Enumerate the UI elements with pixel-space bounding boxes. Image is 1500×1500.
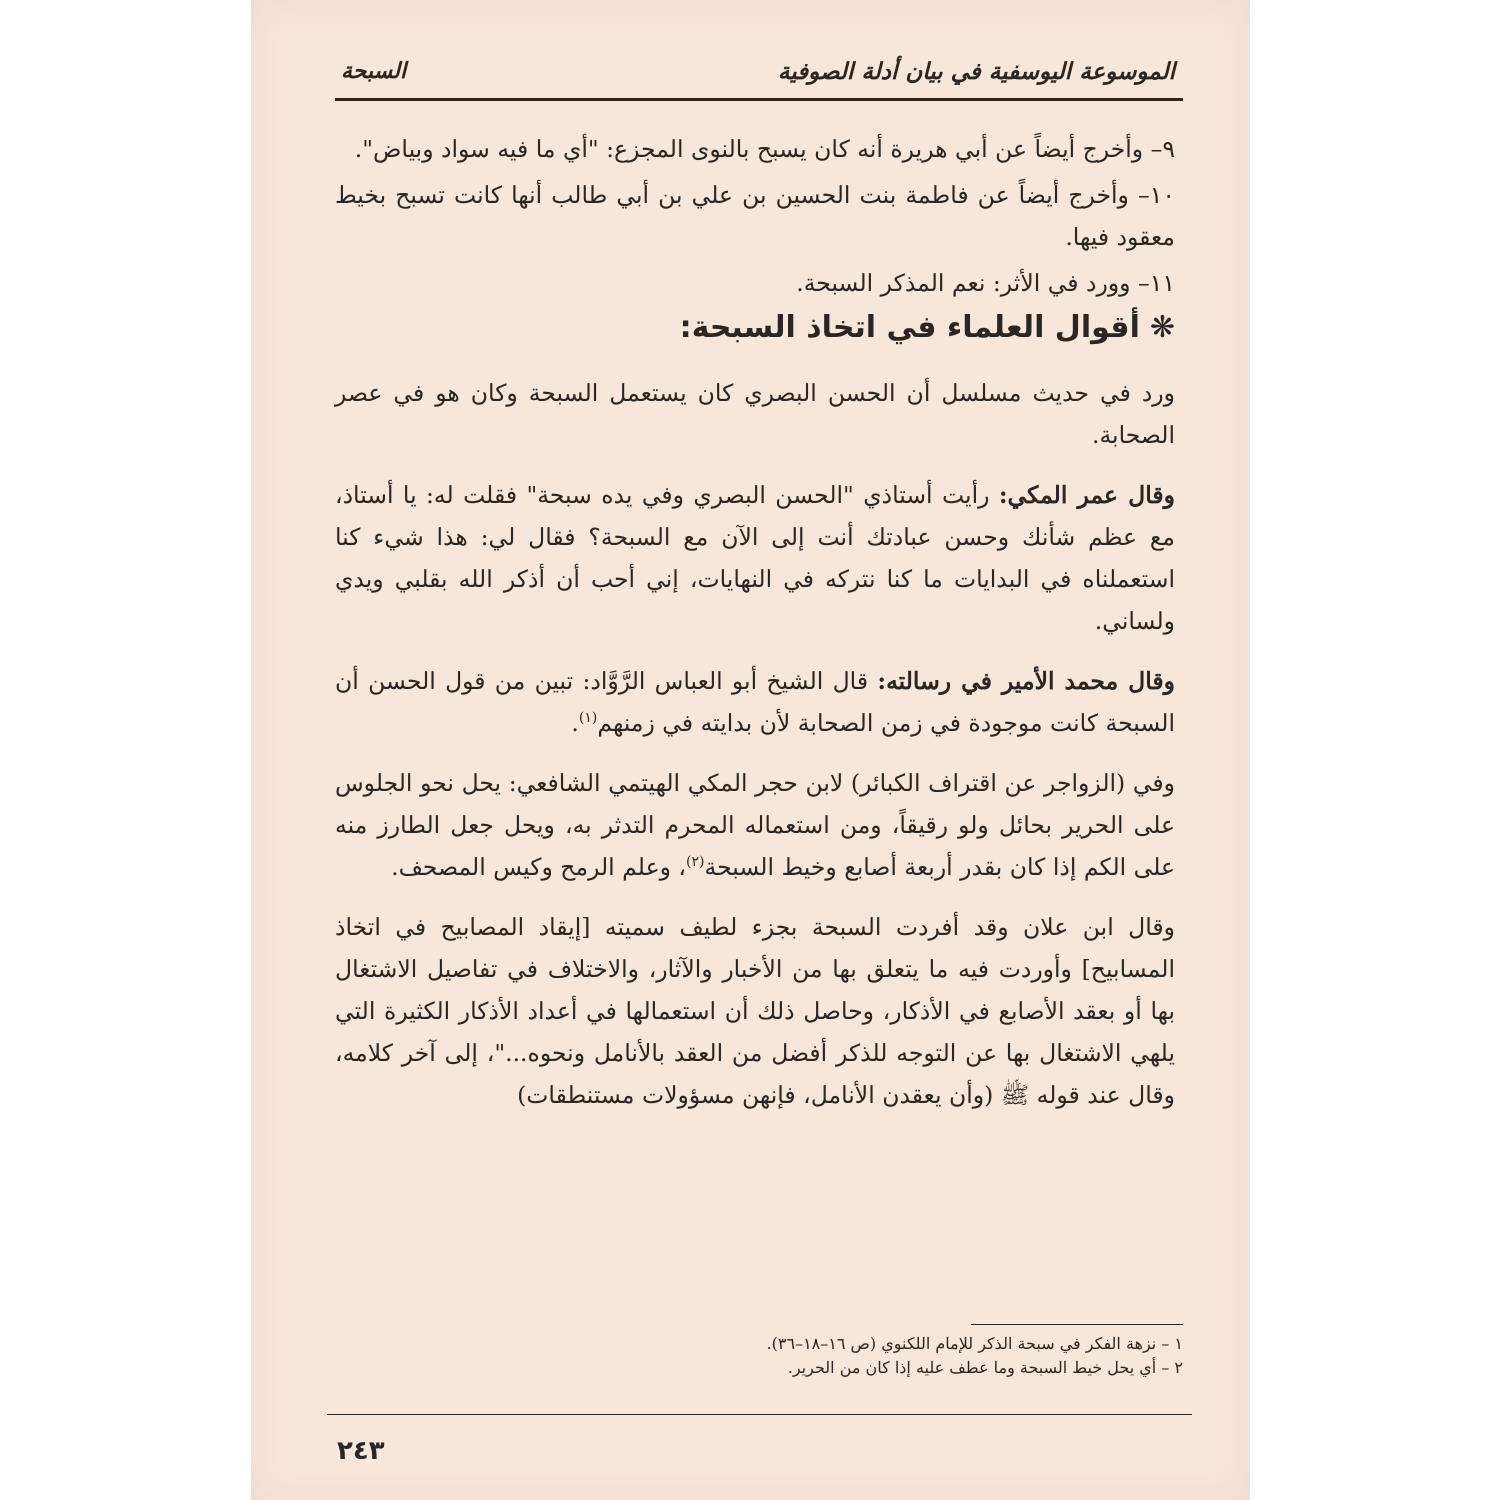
quote-amir: قال الشيخ أبو العباس الرَّوَّاد: تبين من قول الحسن أن السبحة كانت موجودة في زمن الصحابة لأن بدايته في زمنهم [335,667,1175,737]
text-zawajir-a: وفي (الزواجر عن اقتراف الكبائر) لابن حجر المكي الهيتمي الشافعي: يحل نحو الجلوس على الحرير بحائل ولو رقيقاً، ومن استعماله المحرم التدثر به، ويحل جعل الطارز منه على الكم إذا كان بقدر أربعة أصابع وخيط السبحة [335,769,1175,881]
paragraph-amir [335,660,1175,744]
book-page [251,0,1250,1500]
footnote-ref-1: (١) [578,710,598,727]
paragraph-zawajir [335,762,1175,888]
page-number: ٢٤٣ [337,1436,385,1466]
bottom-rule [327,1414,1192,1415]
paragraph-allan: وقال ابن علان وقد أفردت السبحة بجزء لطيف سميته [إيقاد المصابيح في اتخاذ المسابيح] وأوردت فيه ما يتعلق بها من الأخبار والآثار، والاختلاف في تفاصيل الاشتغال بها أو بعقد الأصابع في الأذكار، وحاصل ذلك أن استعمالها في أعداد الأذكار الكثيرة التي يلهي الاشتغال بها عن التوجه للذكر أفضل من العقد بالأنامل ونحوه..."، إلى آخر كلامه، وقال عند قوله ﷺ (وأن يعقدن الأنامل، فإنهن مسؤولات مستنطقات) [335,913,1175,1109]
item-10: ١٠– وأخرج أيضاً عن فاطمة بنت الحسين بن علي بن أبي طالب أنها كانت تسبح بخيط معقود فيها. [335,181,1175,251]
footnote-1: ١ – نزهة الفكر في سبحة الذكر للإمام اللكنوي (ص ١٦–١٨–٣٦). [766,1334,1183,1353]
footnote-2: ٢ – أي يحل خيط السبحة وما عطف عليه إذا كان من الحرير. [787,1358,1183,1377]
footnote-separator [971,1324,1183,1325]
section-title: السبحة [341,58,407,84]
page-body [335,128,1175,1120]
item-9: ٩– وأخرج أيضاً عن أبي هريرة أنه كان يسبح بالنوى المجزع: "أي ما فيه سواد وبياض". [354,135,1175,163]
paragraph-omar [335,474,1175,642]
section-heading [335,308,1175,348]
text-zawajir-b: ، وعلم الرمح وكيس المصحف. [391,853,686,881]
quote-omar: رأيت أستاذي "الحسن البصري وفي يده سبحة" فقلت له: يا أستاذ، مع عظم شأنك وحسن عبادتك أنت إلى الآن مع السبحة؟ فقال لي: هذا شيء كنا استعملناه في البدايات ما كنا نتركه في النهايات، إني أحب أن أذكر الله بقلبي ويدي ولساني. [335,481,1175,635]
running-header [335,52,1183,101]
quote-amir-end: . [571,709,579,737]
speaker-amir: وقال محمد الأمير في رسالته: [877,667,1175,695]
speaker-omar: وقال عمر المكي: [998,481,1175,509]
section-heading-text: أقوال العلماء في اتخاذ السبحة: [679,310,1140,345]
footnote-ref-2: (٢) [686,854,705,871]
item-11: ١١– وورد في الأثر: نعم المذكر السبحة. [796,269,1175,297]
paragraph-hasan: ورد في حديث مسلسل أن الحسن البصري كان يستعمل السبحة وكان هو في عصر الصحابة. [335,379,1175,449]
asterism-icon: ❋ [1149,310,1175,345]
footnotes [335,1332,1183,1380]
book-title: الموسوعة اليوسفية في بيان أدلة الصوفية [777,58,1175,85]
